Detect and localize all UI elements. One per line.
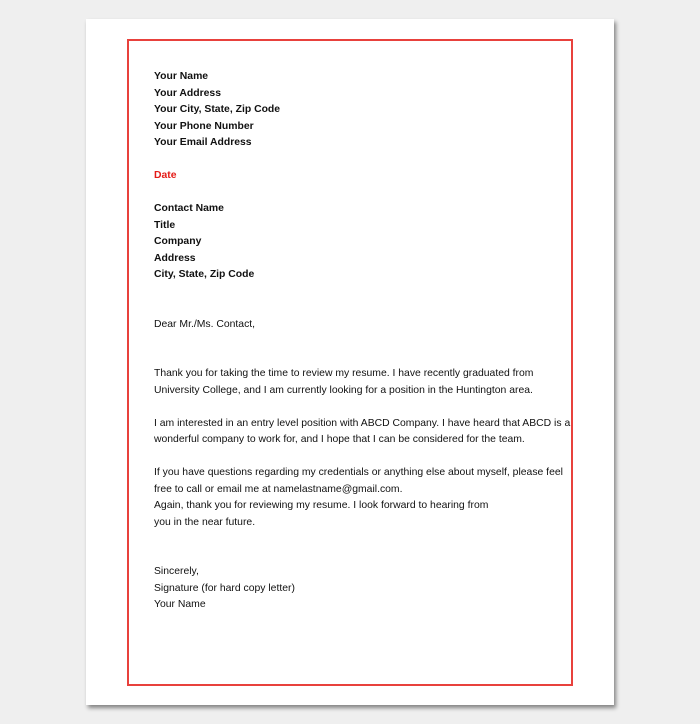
paragraph-1 — [154, 366, 554, 399]
paragraph-line: free to call or email me at namelastname@gmail.com. — [154, 483, 403, 495]
paragraph-line: Thank you for taking the time to review my resume. I have recently graduated from — [154, 368, 534, 379]
paragraph-line: I am interested in an entry level position with ABCD Company. I have heard that ABCD is a — [154, 417, 571, 429]
recipient-company: Company — [154, 236, 202, 247]
paragraph-line: you in the near future. — [154, 516, 256, 528]
closing-block — [154, 564, 554, 614]
closing-name: Your Name — [154, 599, 206, 610]
letter-body — [154, 69, 571, 614]
recipient-city-state-zip: City, State, Zip Code — [154, 269, 255, 280]
document-page — [86, 19, 614, 705]
closing-sincerely: Sincerely, — [154, 566, 199, 577]
paragraph-line: Again, thank you for reviewing my resume. I look forward to hearing from — [154, 500, 489, 511]
sender-block — [154, 69, 554, 152]
paragraph-line: University College, and I am currently looking for a position in the Huntington area. — [154, 384, 533, 396]
recipient-address: Address — [154, 252, 196, 264]
paragraph-line: If you have questions regarding my credentials or anything else about myself, please feel — [154, 467, 563, 478]
salutation: Dear Mr./Ms. Contact, — [154, 318, 256, 330]
closing-signature: Signature (for hard copy letter) — [154, 582, 295, 594]
recipient-title: Title — [154, 219, 176, 231]
paragraph-3 — [154, 465, 563, 531]
paragraph-2 — [154, 416, 571, 449]
sender-email: Your Email Address — [154, 137, 252, 148]
date-label: Date — [154, 170, 177, 181]
paragraph-line: wonderful company to work for, and I hope that I can be considered for the team. — [154, 434, 525, 445]
recipient-block — [154, 201, 554, 284]
sender-name: Your Name — [154, 71, 209, 82]
sender-address: Your Address — [154, 87, 221, 99]
recipient-contact-name: Contact Name — [154, 203, 224, 214]
sender-phone: Your Phone Number — [154, 120, 254, 132]
sender-city-state-zip: Your City, State, Zip Code — [154, 104, 281, 115]
